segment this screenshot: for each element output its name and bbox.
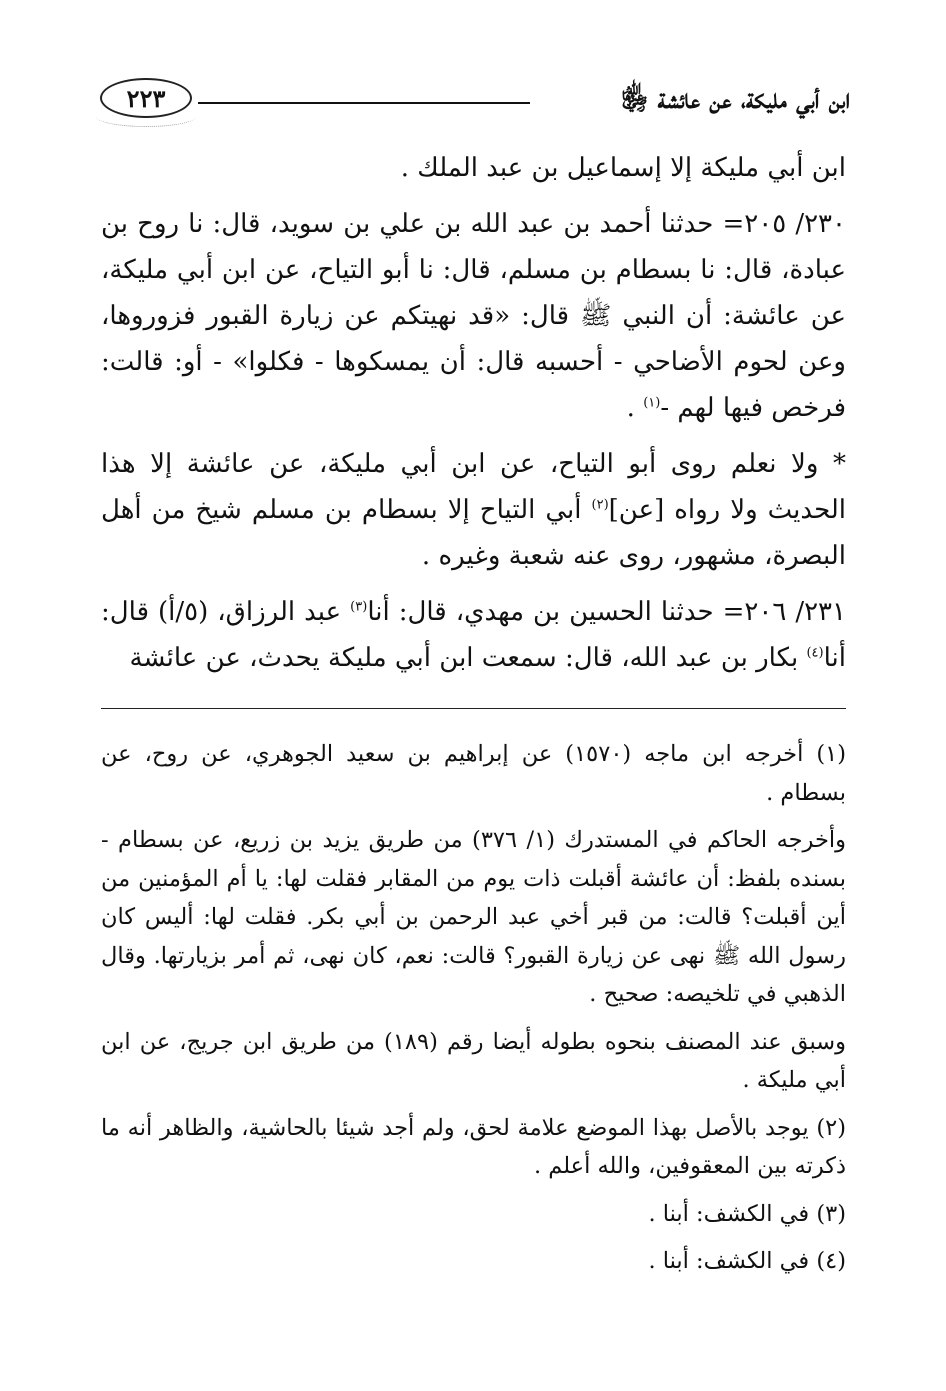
- header-rule: [198, 102, 530, 104]
- footnote-1-continuation: وسبق عند المصنف بنحوه بطوله أيضا رقم (١٨٩) من طريق ابن جريج، عن ابن أبي مليكة .: [101, 1028, 846, 1093]
- commentary-paragraph: [101, 441, 846, 579]
- page-number: ٢٢٣: [100, 78, 192, 118]
- main-text: [101, 145, 846, 691]
- paragraph-text: أبي التياح إلا بسطام بن مسلم شيخ من أهل البصرة، مشهور، روى عنه شعبة وغيره .: [101, 495, 846, 571]
- paragraph-text: بكار بن عبد الله، قال: سمعت ابن أبي مليكة يحدث، عن عائشة: [129, 643, 807, 673]
- page-header: [100, 78, 850, 124]
- hadith-230-paragraph: [101, 201, 846, 431]
- footnote-ref-3[interactable]: (٣): [350, 599, 368, 615]
- footnote-ref-4[interactable]: (٤): [806, 645, 824, 661]
- footnote-2: (٢) يوجد بالأصل بهذا الموضع علامة لحق، ولم أجد شيئا بالحاشية، والظاهر أنه ما ذكرته بين المعقوفين، والله أعلم .: [101, 1114, 846, 1179]
- footnote-ref-1[interactable]: (١): [643, 395, 661, 411]
- paragraph-text: عبد الرزاق، (٥/أ) قال: أنا: [101, 597, 846, 673]
- continuation-paragraph: [101, 145, 846, 191]
- paragraph-text: ٢٣٠/ ٢٠٥= حدثنا أحمد بن عبد الله بن علي بن سويد، قال: نا روح بن عبادة، قال: نا بسطام بن مسلم، قال: نا أبو التياح، عن ابن أبي مليكة، عن عائشة: أن النبي ﷺ قال: «قد نهيتكم عن زيارة القبور فزوروها، وعن لحوم الأضاحي - أحسبه قال: أن يمسكوها - فكلوا» - أو: قالت: فرخص فيها لهم -: [101, 209, 846, 423]
- footnote-1-continuation: وأخرجه الحاكم في المستدرك (١/ ٣٧٦) من طريق يزيد بن زريع، عن بسطام - بسنده بلفظ: أن عائشة أقبلت ذات يوم من المقابر فقلت لها: يا أم المؤمنين من أين أقبلت؟ قالت: من قبر أخي عبد الرحمن بن أبي بكر. فقلت لها: أليس كان رسول الله ﷺ نهى عن زيارة القبور؟ قالت: نعم، كان نهى، ثم أمر بزيارتها. وقال الذهبي في تلخيصه: صحيح .: [101, 827, 846, 1007]
- paragraph-end: .: [626, 393, 644, 423]
- paragraph-text: * ولا نعلم روى أبو التياح، عن ابن أبي مليكة، عن عائشة إلا هذا الحديث ولا رواه [عن]: [101, 449, 846, 525]
- footnotes: [101, 735, 846, 1290]
- footnote-separator: [101, 708, 846, 709]
- footnote-ref-2[interactable]: (٢): [591, 497, 609, 513]
- paragraph-text: ٢٣١/ ٢٠٦= حدثنا الحسين بن مهدي، قال: أنا: [367, 597, 846, 627]
- hadith-231-paragraph: [101, 589, 846, 681]
- footnote-1: (١) أخرجه ابن ماجه (١٥٧٠) عن إبراهيم بن سعيد الجوهري، عن روح، عن بسطام .: [101, 741, 846, 806]
- running-title: ابن أبي مليكة، عن عائشة ﵂: [621, 84, 850, 115]
- footnote-4: (٤) في الكشف: أبنا .: [648, 1248, 846, 1274]
- footnote-3: (٣) في الكشف: أبنا .: [648, 1200, 846, 1227]
- paragraph-text: ابن أبي مليكة إلا إسماعيل بن عبد الملك .: [400, 153, 846, 183]
